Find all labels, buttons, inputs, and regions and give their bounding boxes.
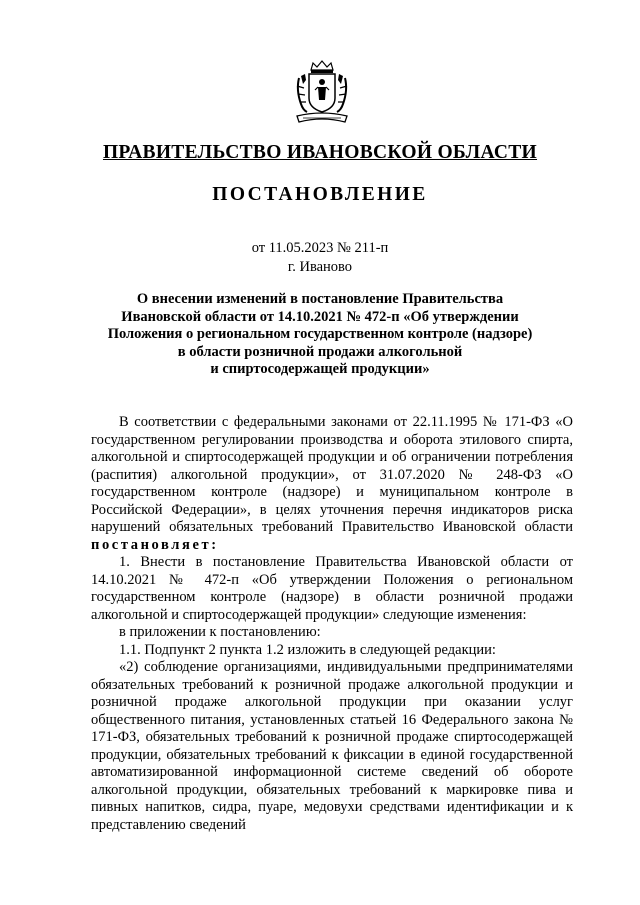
document-type: ПОСТАНОВЛЕНИЕ <box>212 184 428 205</box>
subject-line: и спиртосодержащей продукции» <box>210 361 430 378</box>
subject-line: Положения о региональном государственном контроле (надзоре) <box>107 326 533 343</box>
resolves-colon: : <box>211 536 217 553</box>
item-1-1-paragraph: 1.1. Подпункт 2 пункта 1.2 изложить в следующей редакции: <box>119 641 496 658</box>
resolves-word: постановляет <box>91 536 212 553</box>
subject-line: Ивановской области от 14.10.2021 № 472-п «Об утверждении <box>121 308 519 325</box>
appendix-paragraph: в приложении к постановлению: <box>119 624 321 640</box>
quoted-subitem-paragraph: «2) соблюдение организациями, индивидуальными предпринимателями обязательных требований к розничной продаже алкогольной продукции и розничной продаже алкогольной продукции при оказании услуг общественного питания, установленных статьей 16 Федерального закона № 171-ФЗ, обязательных требований к розничной продаже спиртосодержащей продукции, обязательных требований к фиксации в единой государственной автоматизированной информационной системе сведений об обороте алкогольной продукции, обязательных требований к маркировке пива и пивных напитков, сидра, пуаре, медовухи средствами идентификации и к представлению сведений <box>91 659 573 833</box>
document-city: г. Иваново <box>287 259 353 275</box>
government-title: ПРАВИТЕЛЬСТВО ИВАНОВСКОЙ ОБЛАСТИ <box>102 142 538 163</box>
document-date-number: от 11.05.2023 № 211-п <box>251 240 389 256</box>
document-subject <box>90 291 550 379</box>
preamble-paragraph <box>91 414 573 554</box>
subject-line: О внесении изменений в постановление Правительства <box>136 291 504 307</box>
ivanovo-coat-of-arms-icon <box>291 60 353 126</box>
subject-line: в области розничной продажи алкогольной <box>177 343 463 360</box>
document-body <box>91 414 573 834</box>
item-1-paragraph: 1. Внести в постановление Правительства Ивановской области от 14.10.2021 № 472-п «Об утверждении Положения о региональном государственном контроле (надзоре) в области розничной продажи алкогольной и спиртосодержащей продукции» следующие изменения: <box>91 554 573 623</box>
preamble-text: В соответствии с федеральными законами от 22.11.1995 № 171-ФЗ «О государственном регулировании производства и оборота этилового спирта, алкогольной и спиртосодержащей продукции и об ограничении потребления (распития) алкогольной продукции», от 31.07.2020 № 248-ФЗ «О государственном контроле (надзоре) и муниципальном контроле в Российской Федерации», в целях уточнения перечня индикаторов риска нарушений обязательных требований Правительство Ивановской области <box>91 414 573 535</box>
